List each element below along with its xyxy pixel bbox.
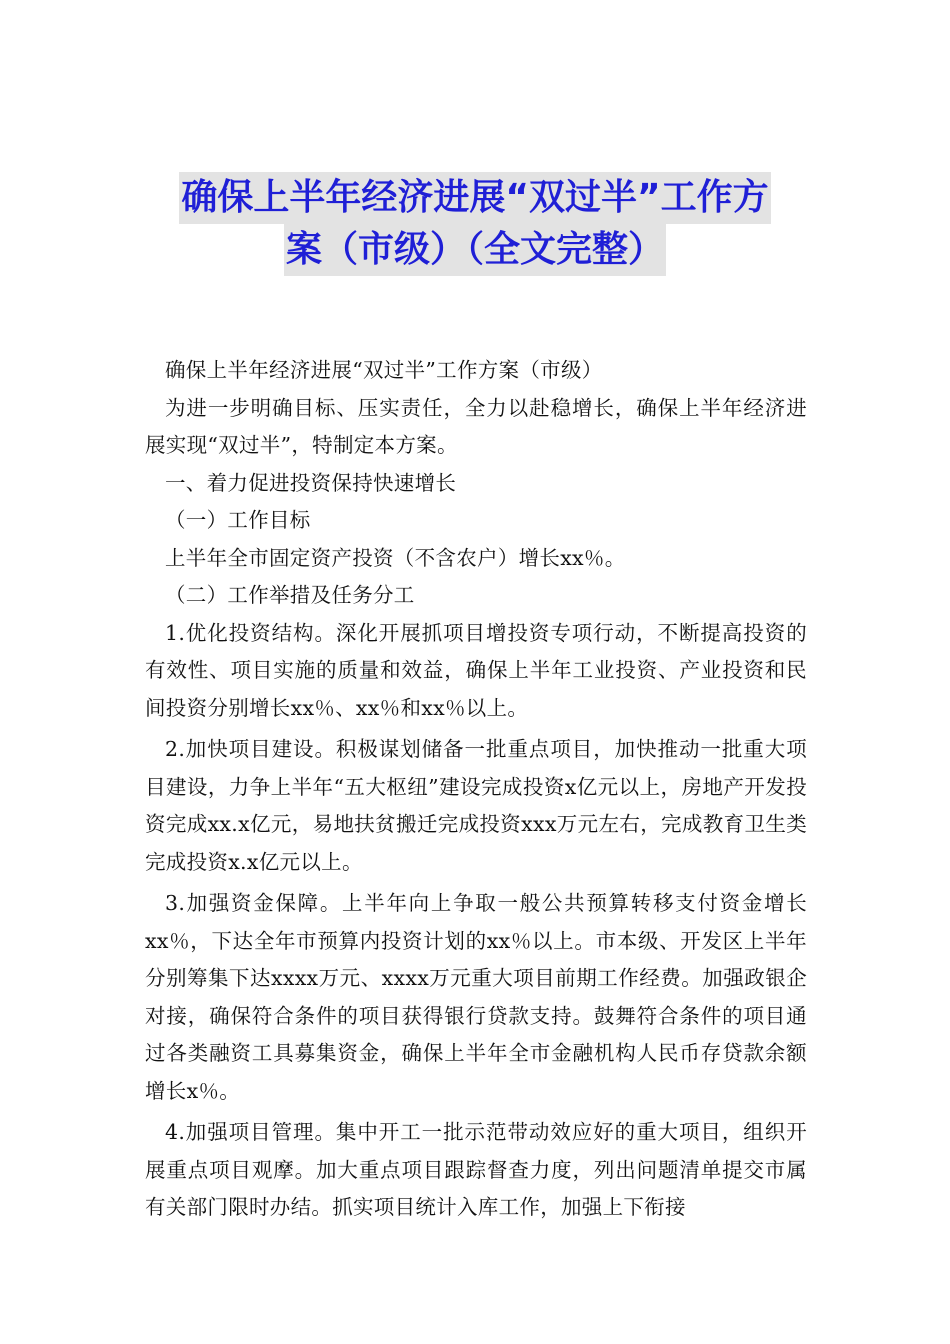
title-line-1: 确保上半年经济进展“双过半”工作方 — [179, 172, 770, 224]
intro-paragraph: 为进一步明确目标、压实责任，全力以赴稳增长，确保上半年经济进展实现“双过半”，特制定本方案。 — [145, 395, 807, 457]
goal-paragraph: 上半年全市固定资产投资（不含农户）增长xx％。 — [165, 545, 626, 570]
subsection-heading-measures: （二）工作举措及任务分工 — [165, 583, 415, 607]
measure-paragraph-3: 3.加强资金保障。上半年向上争取一般公共预算转移支付资金增长xx％，下达全年市预算内投资计划的xx％以上。市本级、开发区上半年分别筹集下达xxxx万元、xxxx万元重大项目前期工作经费。加强政银企对接，确保符合条件的项目获得银行贷款支持。鼓舞符合条件的项目通过各类融资工具募集资金，确保上半年全市金融机构人民币存贷款余额增长x％。 — [145, 891, 807, 1103]
measure-paragraph-1: 1.优化投资结构。深化开展抓项目增投资专项行动，不断提高投资的有效性、项目实施的质量和效益，确保上半年工业投资、产业投资和民间投资分别增长xx％、xx％和xx％以上。 — [145, 620, 807, 720]
subsection-heading-goal: （一）工作目标 — [165, 508, 311, 532]
document-body — [145, 352, 807, 1227]
body-subtitle: 确保上半年经济进展“双过半”工作方案（市级） — [165, 358, 603, 382]
section-heading: 一、着力促进投资保持快速增长 — [165, 470, 457, 495]
title-line-2: 案（市级）（全文完整） — [284, 224, 666, 276]
measure-paragraph-2: 2.加快项目建设。积极谋划储备一批重点项目，加快推动一批重大项目建设，力争上半年“五大枢纽”建设完成投资x亿元以上，房地产开发投资完成xx.x亿元，易地扶贫搬迁完成投资xxx万元左右，完成教育卫生类完成投资x.x亿元以上。 — [145, 737, 807, 874]
measure-paragraph-4: 4.加强项目管理。集中开工一批示范带动效应好的重大项目，组织开展重点项目观摩。加大重点项目跟踪督查力度，列出问题清单提交市属有关部门限时办结。抓实项目统计入库工作，加强上下衔接 — [145, 1120, 807, 1219]
document-title — [145, 172, 805, 276]
